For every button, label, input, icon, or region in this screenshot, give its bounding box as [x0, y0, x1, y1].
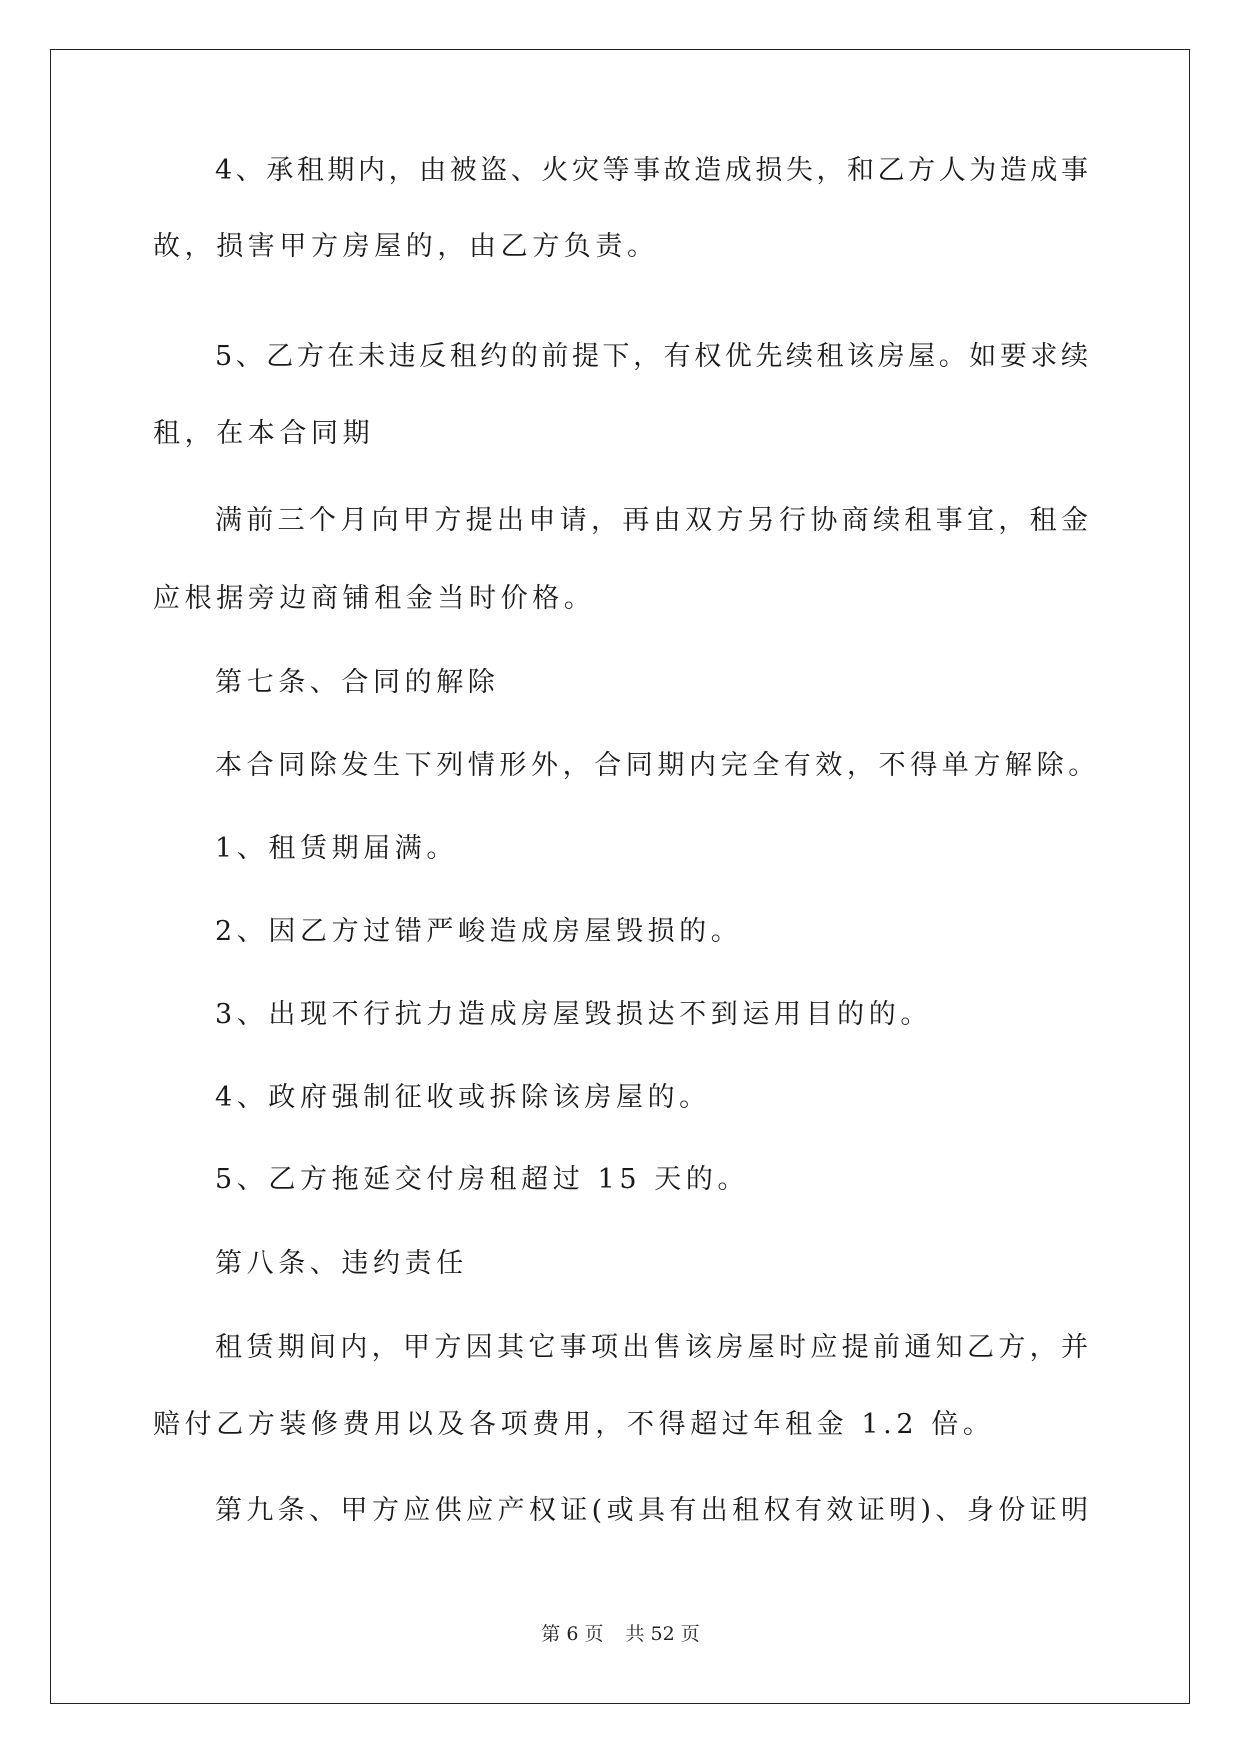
page-total: 共 52 页 — [625, 1623, 700, 1645]
paragraph-line: 满前三个月向甲方提出申请，再由双方另行协商续租事宜，租金 — [215, 505, 1088, 536]
paragraph-line: 租赁期间内，甲方因其它事项出售该房屋时应提前通知乙方，并 — [215, 1332, 1088, 1363]
list-item: 5、乙方拖延交付房租超过 15 天的。 — [215, 1164, 750, 1195]
list-item: 2、因乙方过错严峻造成房屋毁损的。 — [215, 916, 743, 947]
section-heading: 第七条、合同的解除 — [215, 667, 500, 698]
section-heading: 第八条、违约责任 — [215, 1248, 468, 1279]
page-number: 第 6 页 — [541, 1623, 604, 1645]
section-heading: 第九条、甲方应供应产权证(或具有出租权有效证明)、身份证明 — [215, 1495, 1088, 1526]
paragraph-line: 应根据旁边商铺租金当时价格。 — [153, 583, 596, 614]
list-item: 1、租赁期届满。 — [215, 833, 458, 864]
paragraph-line: 4、承租期内，由被盗、火灾等事故造成损失，和乙方人为造成事 — [215, 155, 1088, 186]
paragraph-line: 本合同除发生下列情形外，合同期内完全有效，不得单方解除。 — [215, 750, 1100, 781]
list-item: 3、出现不行抗力造成房屋毁损达不到运用目的的。 — [215, 999, 932, 1030]
paragraph-line: 5、乙方在未违反租约的前提下，有权优先续租该房屋。如要求续 — [215, 341, 1088, 372]
page-footer — [0, 1622, 1241, 1646]
paragraph-line: 租，在本合同期 — [153, 418, 375, 449]
paragraph-line: 赔付乙方装修费用以及各项费用，不得超过年租金 1.2 倍。 — [153, 1409, 995, 1440]
list-item: 4、政府强制征收或拆除该房屋的。 — [215, 1082, 711, 1113]
page-border — [50, 49, 1190, 1704]
paragraph-line: 故，损害甲方房屋的，由乙方负责。 — [153, 231, 659, 262]
